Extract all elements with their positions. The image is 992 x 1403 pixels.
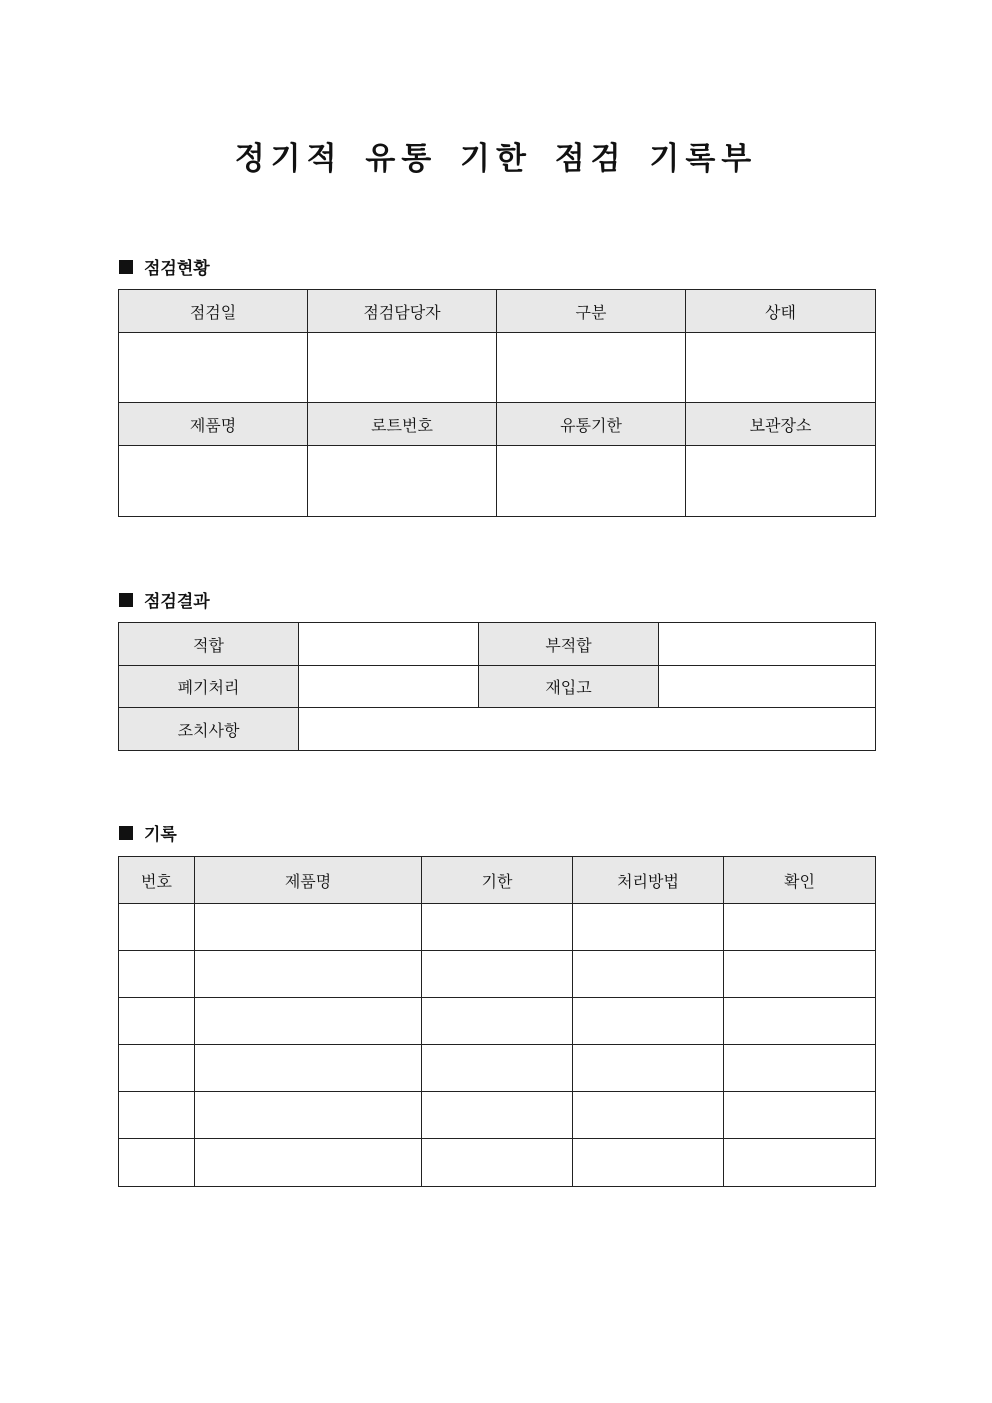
header-product-name: 제품명 (119, 403, 308, 446)
header-confirmation: 확인 (724, 857, 876, 904)
field-storage-location[interactable] (686, 446, 876, 517)
field-nonconform[interactable] (659, 623, 876, 666)
result-table (118, 622, 876, 751)
cell-confirmation[interactable] (724, 998, 876, 1045)
header-condition: 상태 (686, 290, 876, 333)
cell-number[interactable] (119, 1139, 195, 1187)
cell-deadline[interactable] (422, 1045, 573, 1092)
cell-deadline[interactable] (422, 904, 573, 951)
cell-number[interactable] (119, 904, 195, 951)
cell-deadline[interactable] (422, 1092, 573, 1139)
field-expiry-date[interactable] (497, 446, 686, 517)
cell-product-name[interactable] (195, 998, 422, 1045)
cell-deadline[interactable] (422, 1139, 573, 1187)
record-table (118, 856, 876, 1187)
table-row (119, 1045, 876, 1092)
cell-confirmation[interactable] (724, 904, 876, 951)
table-row (119, 998, 876, 1045)
cell-handling-method[interactable] (573, 1045, 724, 1092)
table-row (119, 951, 876, 998)
cell-handling-method[interactable] (573, 904, 724, 951)
cell-number[interactable] (119, 1092, 195, 1139)
header-inspector: 점검담당자 (308, 290, 497, 333)
cell-handling-method[interactable] (573, 1139, 724, 1187)
header-deadline: 기한 (422, 857, 573, 904)
cell-deadline[interactable] (422, 998, 573, 1045)
header-expiry-date: 유통기한 (497, 403, 686, 446)
cell-deadline[interactable] (422, 951, 573, 998)
field-category[interactable] (497, 333, 686, 403)
header-category: 구분 (497, 290, 686, 333)
field-inspection-date[interactable] (119, 333, 308, 403)
label-nonconform: 부적합 (479, 623, 659, 666)
field-conform[interactable] (299, 623, 479, 666)
cell-number[interactable] (119, 1045, 195, 1092)
header-handling-method: 처리방법 (573, 857, 724, 904)
cell-handling-method[interactable] (573, 951, 724, 998)
field-restock[interactable] (659, 666, 876, 708)
section-heading-record (119, 820, 177, 845)
status-table (118, 289, 876, 517)
field-disposal[interactable] (299, 666, 479, 708)
table-row (119, 1092, 876, 1139)
section-heading-status (119, 254, 210, 279)
table-row (119, 1139, 876, 1187)
cell-product-name[interactable] (195, 1139, 422, 1187)
cell-confirmation[interactable] (724, 1092, 876, 1139)
label-conform: 적합 (119, 623, 299, 666)
section-heading-text: 기록 (144, 825, 177, 845)
cell-number[interactable] (119, 998, 195, 1045)
square-bullet-icon (119, 826, 133, 840)
label-disposal: 폐기처리 (119, 666, 299, 708)
header-number: 번호 (119, 857, 195, 904)
cell-confirmation[interactable] (724, 1139, 876, 1187)
field-condition[interactable] (686, 333, 876, 403)
cell-product-name[interactable] (195, 1092, 422, 1139)
label-restock: 재입고 (479, 666, 659, 708)
label-action: 조치사항 (119, 708, 299, 751)
field-lot-number[interactable] (308, 446, 497, 517)
square-bullet-icon (119, 260, 133, 274)
header-lot-number: 로트번호 (308, 403, 497, 446)
table-row (119, 904, 876, 951)
cell-confirmation[interactable] (724, 1045, 876, 1092)
page-title: 정기적 유통 기한 점검 기록부 (234, 141, 758, 177)
cell-product-name[interactable] (195, 904, 422, 951)
header-product-name: 제품명 (195, 857, 422, 904)
field-action[interactable] (299, 708, 876, 751)
field-inspector[interactable] (308, 333, 497, 403)
header-storage-location: 보관장소 (686, 403, 876, 446)
cell-number[interactable] (119, 951, 195, 998)
field-product-name[interactable] (119, 446, 308, 517)
header-inspection-date: 점검일 (119, 290, 308, 333)
cell-confirmation[interactable] (724, 951, 876, 998)
cell-handling-method[interactable] (573, 1092, 724, 1139)
cell-handling-method[interactable] (573, 998, 724, 1045)
section-heading-text: 점검결과 (144, 592, 210, 612)
cell-product-name[interactable] (195, 1045, 422, 1092)
section-heading-result (119, 587, 210, 612)
cell-product-name[interactable] (195, 951, 422, 998)
section-heading-text: 점검현황 (144, 259, 210, 279)
square-bullet-icon (119, 593, 133, 607)
